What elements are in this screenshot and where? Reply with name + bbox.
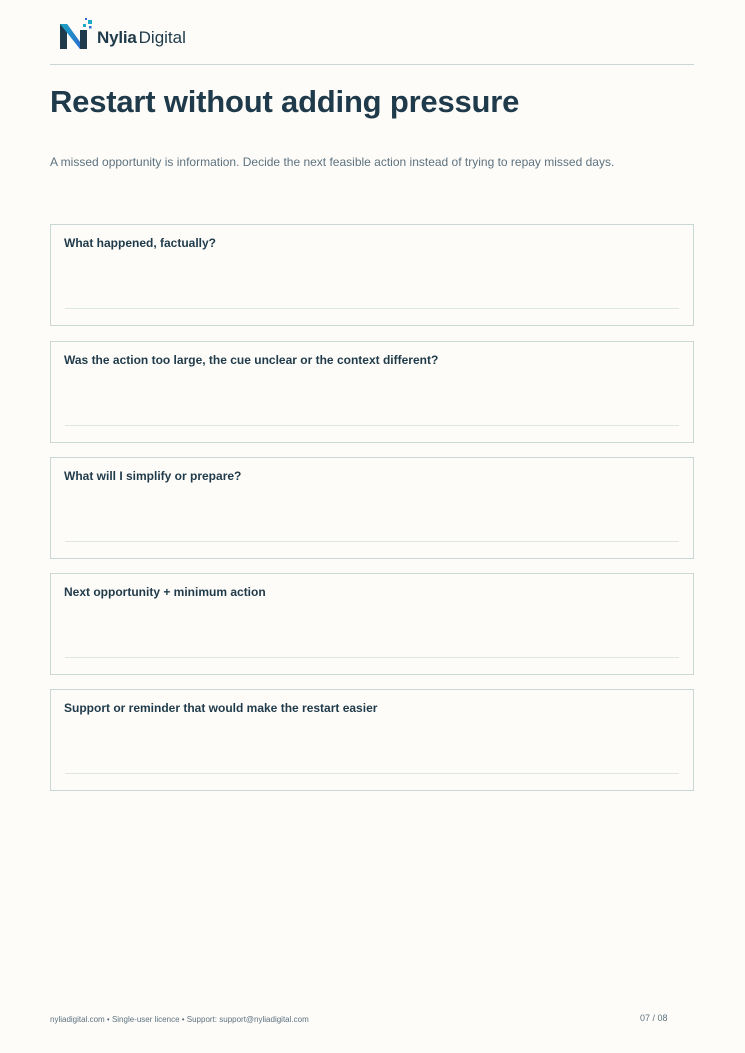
answer-line: [65, 773, 679, 774]
page-title: Restart without adding pressure: [50, 84, 520, 119]
prompt-label: What happened, factually?: [64, 236, 217, 250]
brand-name-light: Digital: [138, 27, 186, 47]
header-divider: [50, 64, 694, 65]
answer-line: [65, 308, 679, 309]
page-number: 07 / 08: [640, 1013, 668, 1023]
prompt-label: Was the action too large, the cue unclear or the context different?: [64, 353, 439, 367]
prompt-label: Support or reminder that would make the restart easier: [64, 701, 378, 715]
answer-line: [65, 425, 679, 426]
footer-licence-text: nyliadigital.com • Single-user licence • Support: support@nyliadigital.com: [50, 1015, 309, 1024]
prompt-box-next-opportunity[interactable]: [50, 573, 694, 675]
brand-header: [58, 18, 186, 52]
prompt-box-action-too-large[interactable]: [50, 341, 694, 443]
prompt-box-what-happened[interactable]: [50, 224, 694, 326]
nylia-logo-icon: [58, 18, 94, 52]
brand-wordmark: [97, 25, 186, 46]
prompt-box-support-reminder[interactable]: [50, 689, 694, 791]
prompt-label: What will I simplify or prepare?: [64, 469, 242, 483]
answer-line: [65, 657, 679, 658]
answer-line: [65, 541, 679, 542]
prompt-box-simplify[interactable]: [50, 457, 694, 559]
prompt-label: Next opportunity + minimum action: [64, 585, 266, 599]
intro-text: A missed opportunity is information. Decide the next feasible action instead of trying to repay missed days.: [50, 155, 615, 169]
brand-name-bold: Nylia: [97, 27, 137, 47]
